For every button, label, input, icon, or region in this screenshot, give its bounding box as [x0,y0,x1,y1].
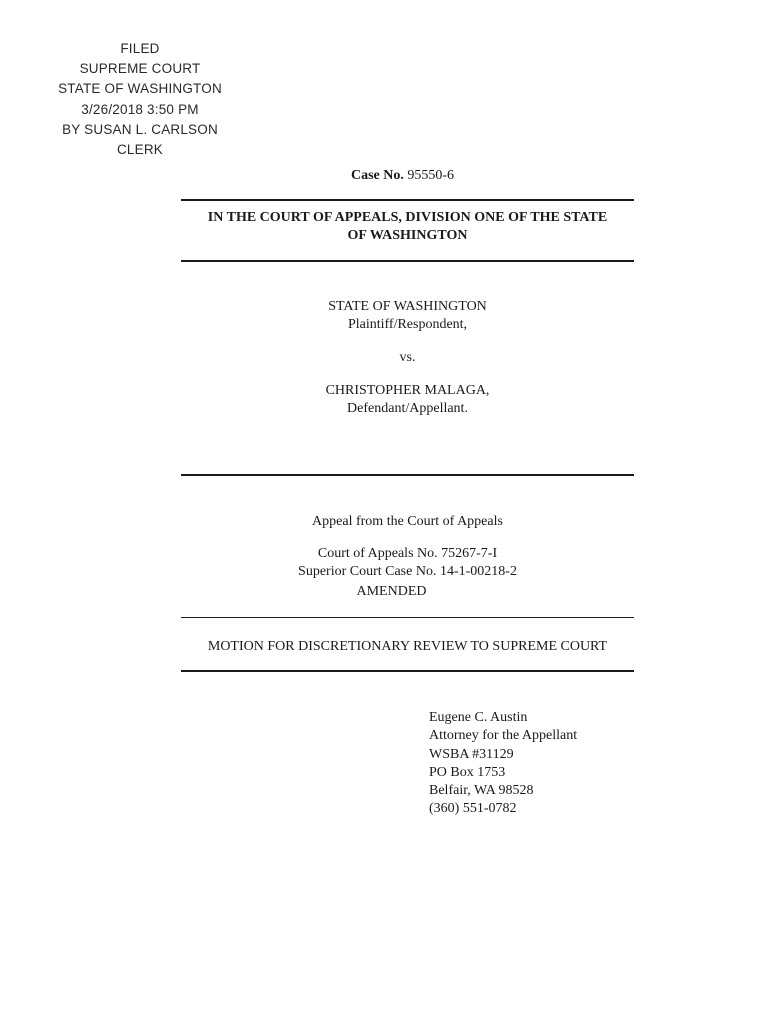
divider-parties [181,474,634,476]
versus: vs. [399,350,416,365]
case-number-value: 95550-6 [407,168,455,183]
attorney-role: Attorney for the Appellant [429,728,578,744]
plaintiff-role: Plaintiff/Respondent, [347,317,468,332]
attorney-phone: (360) 551-0782 [429,801,517,817]
stamp-line-court: SUPREME COURT [79,61,201,77]
amended-label: AMENDED [356,584,427,599]
defendant-role: Defendant/Appellant. [347,401,468,416]
stamp-line-datetime: 3/26/2018 3:50 PM [81,101,199,117]
filing-stamp [40,39,240,160]
parties-block [181,298,634,418]
attorney-po-box: PO Box 1753 [429,764,506,780]
stamp-line-clerk: CLERK [116,142,163,158]
stamp-line-state: STATE OF WASHINGTON [58,81,222,97]
court-title-line-2: OF WASHINGTON [347,228,468,243]
attorney-name: Eugene C. Austin [429,710,528,725]
appeal-from: Appeal from the Court of Appeals [312,514,503,529]
court-title [181,209,634,245]
court-of-appeals-number: Court of Appeals No. 75267-7-I [317,546,498,561]
divider-court [181,260,634,262]
divider-motion-top [181,617,634,618]
divider-motion-bottom [181,670,634,672]
stamp-line-by: BY SUSAN L. CARLSON [62,121,218,137]
motion-title: MOTION FOR DISCRETIONARY REVIEW TO SUPREME COURT [207,639,608,654]
defendant-name: CHRISTOPHER MALAGA, [325,383,490,398]
court-title-line-1: IN THE COURT OF APPEALS, DIVISION ONE OF THE STATE [207,210,608,225]
attorney-city: Belfair, WA 98528 [429,783,534,799]
superior-court-number: Superior Court Case No. 14-1-00218-2 [298,564,517,579]
case-number [351,168,454,184]
attorney-wsba: WSBA #31129 [429,746,514,762]
divider-top [181,199,634,201]
case-number-label: Case No. [351,168,404,183]
appeal-block [181,513,634,601]
plaintiff-name: STATE OF WASHINGTON [328,299,487,314]
attorney-block [429,709,577,819]
stamp-line-filed: FILED [120,41,160,56]
